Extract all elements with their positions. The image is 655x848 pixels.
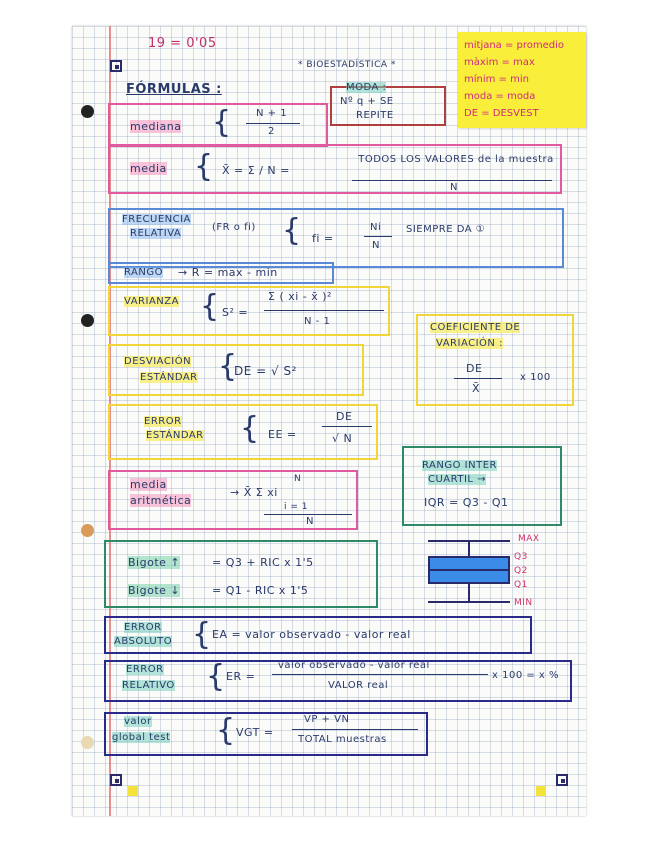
er-lhs: ER = [226, 670, 256, 683]
bigote-sup-formula: = Q3 + RIC x 1'5 [212, 556, 314, 569]
boxplot-label-q2: Q2 [514, 566, 528, 576]
yellow-mark [128, 786, 138, 796]
media-box [108, 144, 562, 194]
ea-formula: EA = valor observado - valor real [212, 628, 411, 641]
fraction-bar [246, 123, 300, 124]
aritmetica-denominator: N [306, 516, 314, 527]
mediana-label: mediana [130, 120, 182, 133]
boxplot-label-max: MAX [518, 534, 540, 544]
sticky-note [458, 32, 586, 128]
ea-label: ERROR [124, 622, 162, 633]
de-formula: DE = √ S² [234, 364, 297, 378]
yellow-mark [536, 786, 546, 796]
sticky-line: DE = DESVEST [464, 108, 539, 119]
de-label: ESTÁNDAR [140, 372, 198, 383]
varianza-lhs: S² = [222, 306, 249, 319]
aritmetica-label: aritmética [130, 494, 192, 507]
brace-icon: { [216, 713, 236, 748]
moda-line: REPITE [356, 110, 394, 121]
boxplot-label-q1: Q1 [514, 580, 528, 590]
sum-lower-limit: i = 1 [284, 502, 308, 512]
varianza-label: VARIANZA [124, 296, 179, 307]
vgt-label: valor [124, 716, 152, 727]
er-label: RELATIVO [122, 680, 175, 691]
ea-label: ABSOLUTO [114, 636, 173, 647]
page-heading: FÓRMULAS : [126, 82, 222, 97]
ee-lhs: EE = [268, 428, 297, 441]
vgt-denominator: TOTAL muestras [298, 734, 387, 745]
bigote-sup-label: Bigote ↑ [128, 556, 181, 569]
fraction-bar [292, 729, 418, 730]
fraction-bar [264, 514, 352, 515]
mediana-numerator: N + 1 [256, 108, 288, 119]
rango-formula: → R = max - min [178, 266, 278, 279]
fraction-bar [454, 378, 502, 379]
er-tail: x 100 = x % [492, 670, 560, 681]
fr-note: SIEMPRE DA ① [406, 224, 486, 235]
ee-numerator: DE [336, 410, 353, 423]
media-formula: X̄ = Σ / N = [222, 164, 290, 177]
fraction-bar [272, 674, 488, 675]
aritmetica-label: media [130, 478, 167, 491]
date-label: 19 = 0'05 [148, 36, 217, 51]
brace-icon: { [200, 289, 220, 324]
brace-icon: { [194, 149, 214, 184]
sum-upper-limit: N [294, 474, 302, 484]
vgt-lhs: VGT = [236, 726, 274, 739]
brace-icon: { [240, 411, 260, 446]
sticky-line: mínim = min [464, 74, 529, 85]
cv-label: VARIACIÓN : [436, 338, 503, 349]
corner-mark-icon [110, 60, 122, 72]
fr-denominator: N [372, 240, 380, 251]
corner-mark-icon [556, 774, 568, 786]
de-label: DESVIACIÓN [124, 356, 192, 367]
bigote-inf-formula: = Q1 - RIC x 1'5 [212, 584, 309, 597]
media-label: media [130, 162, 167, 175]
boxplot-median-line [428, 569, 510, 571]
boxplot-label-q3: Q3 [514, 552, 528, 562]
fraction-bar [352, 180, 552, 181]
varianza-numerator: Σ ( xi - x̄ )² [268, 290, 332, 303]
ee-label: ERROR [144, 416, 182, 427]
binder-hole [81, 314, 94, 327]
er-numerator: valor observado - valor real [278, 660, 430, 671]
cv-tail: x 100 [520, 372, 551, 383]
cv-numerator: DE [466, 362, 483, 375]
bigote-inf-label: Bigote ↓ [128, 584, 181, 597]
iqr-box [402, 446, 562, 526]
media-denominator: N [450, 182, 458, 193]
fraction-bar [264, 310, 384, 311]
iqr-formula: IQR = Q3 - Q1 [424, 496, 509, 509]
fr-lhs: fi = [312, 232, 334, 245]
cv-label: COEFICIENTE DE [430, 322, 521, 333]
binder-hole [81, 105, 94, 118]
sticky-line: moda = moda [464, 91, 536, 102]
brace-icon: { [212, 105, 232, 140]
aritmetica-formula: → X̄ Σ xi [230, 486, 278, 499]
boxplot-min-line [428, 601, 510, 603]
mediana-denominator: 2 [268, 126, 275, 137]
varianza-denominator: N - 1 [304, 316, 331, 327]
fr-paren: (FR o fi) [212, 222, 256, 233]
varianza-box [108, 286, 390, 336]
sticky-line: mitjana = promedio [464, 40, 565, 51]
er-denominator: VALOR real [328, 680, 389, 691]
sticky-line: màxim = max [464, 57, 535, 68]
cv-denominator: X̄ [472, 382, 481, 395]
fraction-bar [364, 236, 392, 237]
vgt-label: global test [112, 732, 171, 743]
brace-icon: { [282, 213, 302, 248]
iqr-label: RANGO INTER [422, 460, 497, 471]
fr-label: FRECUENCIA [122, 214, 191, 225]
moda-label: MODA : [346, 82, 387, 93]
er-label: ERROR [126, 664, 164, 675]
binder-hole [81, 524, 94, 537]
ee-denominator: √ N [332, 432, 353, 445]
fr-numerator: Ni [370, 222, 382, 233]
ee-label: ESTÁNDAR [146, 430, 204, 441]
brace-icon: { [206, 659, 226, 694]
fraction-bar [322, 426, 372, 427]
media-numerator: TODOS LOS VALORES de la muestra [358, 154, 554, 165]
binder-hole [81, 736, 94, 749]
brace-icon: { [192, 617, 212, 652]
brace-icon: { [218, 349, 238, 384]
fr-label: RELATIVA [130, 228, 182, 239]
moda-line: Nº q + SE [340, 96, 394, 107]
vgt-numerator: VP + VN [304, 714, 350, 725]
rango-label: RANGO [124, 267, 163, 278]
corner-mark-icon [110, 774, 122, 786]
boxplot-label-min: MIN [514, 598, 533, 608]
bigote-box [104, 540, 378, 608]
subject-title: * BIOESTADÍSTICA * [298, 60, 396, 70]
boxplot-whisker [468, 540, 470, 556]
boxplot-whisker [468, 584, 470, 602]
iqr-label: CUARTIL → [428, 474, 487, 485]
